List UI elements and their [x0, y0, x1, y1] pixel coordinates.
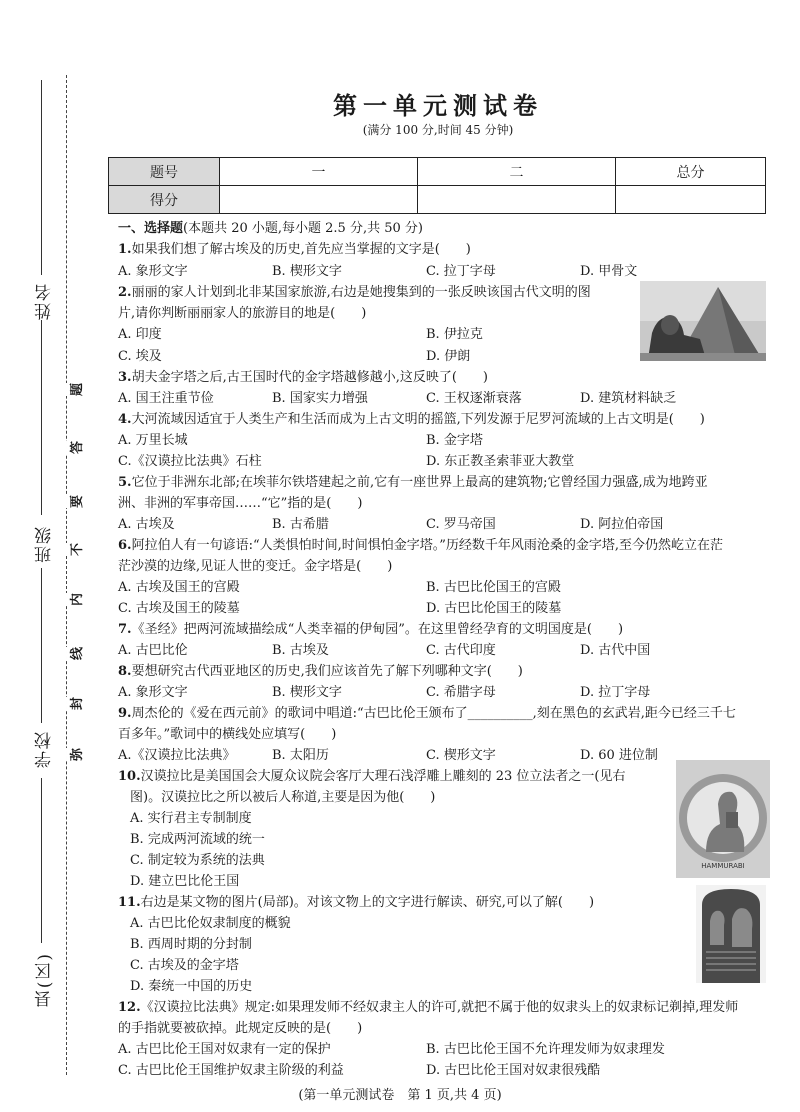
- score-table-header-row: [109, 158, 766, 186]
- question-stem: 11.右边是某文物的图片(局部)。对该文物上的文字进行解读、研究,可以了解( ): [118, 895, 595, 910]
- option-c[interactable]: C. 古埃及国王的陵墓: [118, 601, 240, 616]
- section-heading: [118, 217, 770, 237]
- options-row: [118, 429, 770, 449]
- option-c[interactable]: C. 古埃及的金字塔: [130, 958, 239, 973]
- option-b[interactable]: B. 伊拉克: [426, 327, 483, 342]
- options-row: [118, 260, 770, 280]
- options-row: [118, 513, 770, 533]
- option-b[interactable]: B. 国家实力增强: [272, 391, 368, 406]
- question-stem: 8.要想研究古代西亚地区的历史,我们应该首先了解下列哪种文字( ): [118, 664, 523, 679]
- question-stem: 5.它位于非洲东北部;在埃菲尔铁塔建起之前,它有一座世界上最高的建筑物;它曾经国力强盛,成为地跨亚: [118, 475, 708, 490]
- option-c[interactable]: C. 王权逐渐衰落: [426, 391, 522, 406]
- section-note: (本题共 20 小题,每小题 2.5 分,共 50 分): [183, 221, 423, 236]
- class-write-line: [41, 320, 42, 515]
- score-table-cell: 题号: [109, 158, 220, 186]
- seal-dashed-line: [66, 75, 67, 1075]
- option-c[interactable]: C. 楔形文字: [426, 748, 496, 763]
- seal-char: 不: [66, 543, 85, 556]
- score-table-score-row: [109, 186, 766, 214]
- section-title: 一、选择题: [118, 221, 184, 236]
- seal-char: 封: [66, 697, 85, 710]
- question-stem-cont: 百多年。”歌词中的横线处应填写( ): [118, 727, 337, 742]
- option-a[interactable]: A. 古巴比伦: [118, 643, 188, 658]
- score-field[interactable]: [418, 186, 616, 214]
- option-d[interactable]: D. 拉丁字母: [580, 685, 651, 700]
- seal-char: 答: [66, 441, 85, 454]
- option-a[interactable]: A. 印度: [118, 327, 162, 342]
- hammurabi-caption: HAMMURABI: [701, 862, 745, 870]
- class-label: 班级: [35, 525, 55, 563]
- option-d[interactable]: D. 古巴比伦王国对奴隶很残酷: [426, 1063, 601, 1078]
- option-c[interactable]: C. 古代印度: [426, 643, 496, 658]
- options-row: [118, 744, 770, 764]
- score-field[interactable]: [616, 186, 766, 214]
- score-table-cell: 一: [220, 158, 418, 186]
- option-a[interactable]: A. 古巴比伦奴隶制度的概貌: [130, 916, 291, 931]
- option-c[interactable]: C. 希腊字母: [426, 685, 496, 700]
- options-row: [118, 387, 770, 407]
- option-c[interactable]: C. 埃及: [118, 349, 162, 364]
- question-stem: 7.《圣经》把两河流域描绘成“人类幸福的伊甸园”。在这里曾经孕育的文明国度是( ): [118, 622, 624, 637]
- county-label: 县(区): [35, 952, 55, 1008]
- option-d[interactable]: D. 建筑材料缺乏: [580, 391, 677, 406]
- options-row: [118, 1038, 770, 1058]
- option-b[interactable]: B. 楔形文字: [272, 264, 342, 279]
- binding-margin: [0, 0, 100, 1112]
- option-c[interactable]: C. 古巴比伦王国维护奴隶主阶级的利益: [118, 1063, 344, 1078]
- county-write-line: [41, 778, 42, 943]
- code-stele-image: [696, 885, 766, 983]
- sphinx-pyramid-image: [640, 281, 766, 361]
- option-d[interactable]: D. 古巴比伦国王的陵墓: [426, 601, 562, 616]
- page-footer: (第一单元测试卷 第 1 页,共 4 页): [298, 1088, 502, 1103]
- question-stem: 9.周杰伦的《爱在西元前》的歌词中唱道:“古巴比伦王颁布了__________,刻在黑色的玄武岩,距今已经三千七: [118, 706, 736, 721]
- option-b[interactable]: B. 楔形文字: [272, 685, 342, 700]
- hammurabi-relief-image: [676, 760, 770, 878]
- score-table-cell: 得分: [109, 186, 220, 214]
- option-a[interactable]: A. 象形文字: [118, 264, 188, 279]
- options-row: [118, 576, 770, 596]
- page-title: 第一单元测试卷: [333, 91, 543, 120]
- options-row: [118, 597, 770, 617]
- option-a[interactable]: A. 万里长城: [118, 433, 188, 448]
- seal-char: 弥: [66, 748, 85, 761]
- option-b[interactable]: B. 古巴比伦国王的宫殿: [426, 580, 561, 595]
- option-d[interactable]: D. 60 进位制: [580, 748, 658, 763]
- name-label: 姓名: [35, 282, 55, 320]
- option-a[interactable]: A. 古巴比伦王国对奴隶有一定的保护: [118, 1042, 331, 1057]
- option-d[interactable]: D. 东正教圣索菲亚大教堂: [426, 454, 575, 469]
- option-a[interactable]: A.《汉谟拉比法典》: [118, 748, 236, 763]
- option-c[interactable]: C. 罗马帝国: [426, 517, 496, 532]
- option-d[interactable]: D. 建立巴比伦王国: [130, 874, 240, 889]
- option-d[interactable]: D. 阿拉伯帝国: [580, 517, 664, 532]
- option-d[interactable]: D. 秦统一中国的历史: [130, 979, 253, 994]
- question-stem-cont: 的手指就要被砍掉。此规定反映的是( ): [118, 1021, 363, 1036]
- score-table-cell: 二: [418, 158, 616, 186]
- score-field[interactable]: [220, 186, 418, 214]
- question-stem: 3.胡夫金字塔之后,古王国时代的金字塔越修越小,这反映了( ): [118, 370, 488, 385]
- page-subtitle: (满分 100 分,时间 45 分钟): [362, 123, 514, 137]
- option-c[interactable]: C.《汉谟拉比法典》石柱: [118, 454, 262, 469]
- option-a[interactable]: A. 实行君主专制制度: [130, 811, 252, 826]
- seal-char: 题: [66, 383, 85, 396]
- question-stem: 10.汉谟拉比是美国国会大厦众议院会客厅大理石浅浮雕上雕刻的 23 位立法者之一(见右: [118, 769, 626, 784]
- option-a[interactable]: A. 古埃及国王的宫殿: [118, 580, 240, 595]
- options-row: [118, 681, 770, 701]
- option-b[interactable]: B. 太阳历: [272, 748, 329, 763]
- options-row: [118, 639, 770, 659]
- option-a[interactable]: A. 古埃及: [118, 517, 175, 532]
- option-b[interactable]: B. 西周时期的分封制: [130, 937, 252, 952]
- question-stem-cont: 茫沙漠的边缘,见证人世的变迁。金字塔是( ): [118, 559, 393, 574]
- option-c[interactable]: C. 拉丁字母: [426, 264, 496, 279]
- question-stem-cont: 图)。汉谟拉比之所以被后人称道,主要是因为他( ): [130, 790, 436, 805]
- option-b[interactable]: B. 古巴比伦王国不允许理发师为奴隶理发: [426, 1042, 665, 1057]
- options-row: [118, 1059, 770, 1079]
- seal-char: 内: [66, 593, 85, 606]
- question-stem: 4.大河流域因适宜于人类生产和生活而成为上古文明的摇篮,下列发源于尼罗河流域的上古文明是( ): [118, 412, 705, 427]
- options-row: [118, 450, 770, 470]
- question-stem-cont: 洲、非洲的军事帝国……“它”指的是( ): [118, 496, 363, 511]
- question-stem: 12.《汉谟拉比法典》规定:如果理发师不经奴隶主人的许可,就把不属于他的奴隶头上的奴隶标记剃掉,理发师: [118, 1000, 739, 1015]
- name-write-line: [41, 80, 42, 275]
- option-b[interactable]: B. 完成两河流域的统一: [130, 832, 265, 847]
- seal-char: 线: [66, 647, 85, 660]
- option-a[interactable]: A. 国王注重节俭: [118, 391, 214, 406]
- option-b[interactable]: B. 古希腊: [272, 517, 329, 532]
- question-stem-cont: 片,请你判断丽丽家人的旅游目的地是( ): [118, 306, 367, 321]
- score-table-cell: 总分: [616, 158, 766, 186]
- score-table: [108, 157, 766, 214]
- option-a[interactable]: A. 象形文字: [118, 685, 188, 700]
- option-d[interactable]: D. 伊朗: [426, 349, 471, 364]
- option-c[interactable]: C. 制定较为系统的法典: [130, 853, 265, 868]
- school-write-line: [41, 568, 42, 723]
- option-d[interactable]: D. 古代中国: [580, 643, 651, 658]
- question-stem: 2.丽丽的家人计划到北非某国家旅游,右边是她搜集到的一张反映该国古代文明的图: [118, 285, 591, 300]
- question-stem: 1.如果我们想了解古埃及的历史,首先应当掌握的文字是( ): [118, 242, 471, 257]
- option-b[interactable]: B. 金字塔: [426, 433, 483, 448]
- option-d[interactable]: D. 甲骨文: [580, 264, 638, 279]
- school-label: 学校: [35, 730, 55, 768]
- question-stem: 6.阿拉伯人有一句谚语:“人类惧怕时间,时间惧怕金字塔。”历经数千年风雨沧桑的金字塔,至今仍然屹立在茫: [118, 538, 724, 553]
- seal-char: 要: [66, 495, 85, 508]
- option-b[interactable]: B. 古埃及: [272, 643, 329, 658]
